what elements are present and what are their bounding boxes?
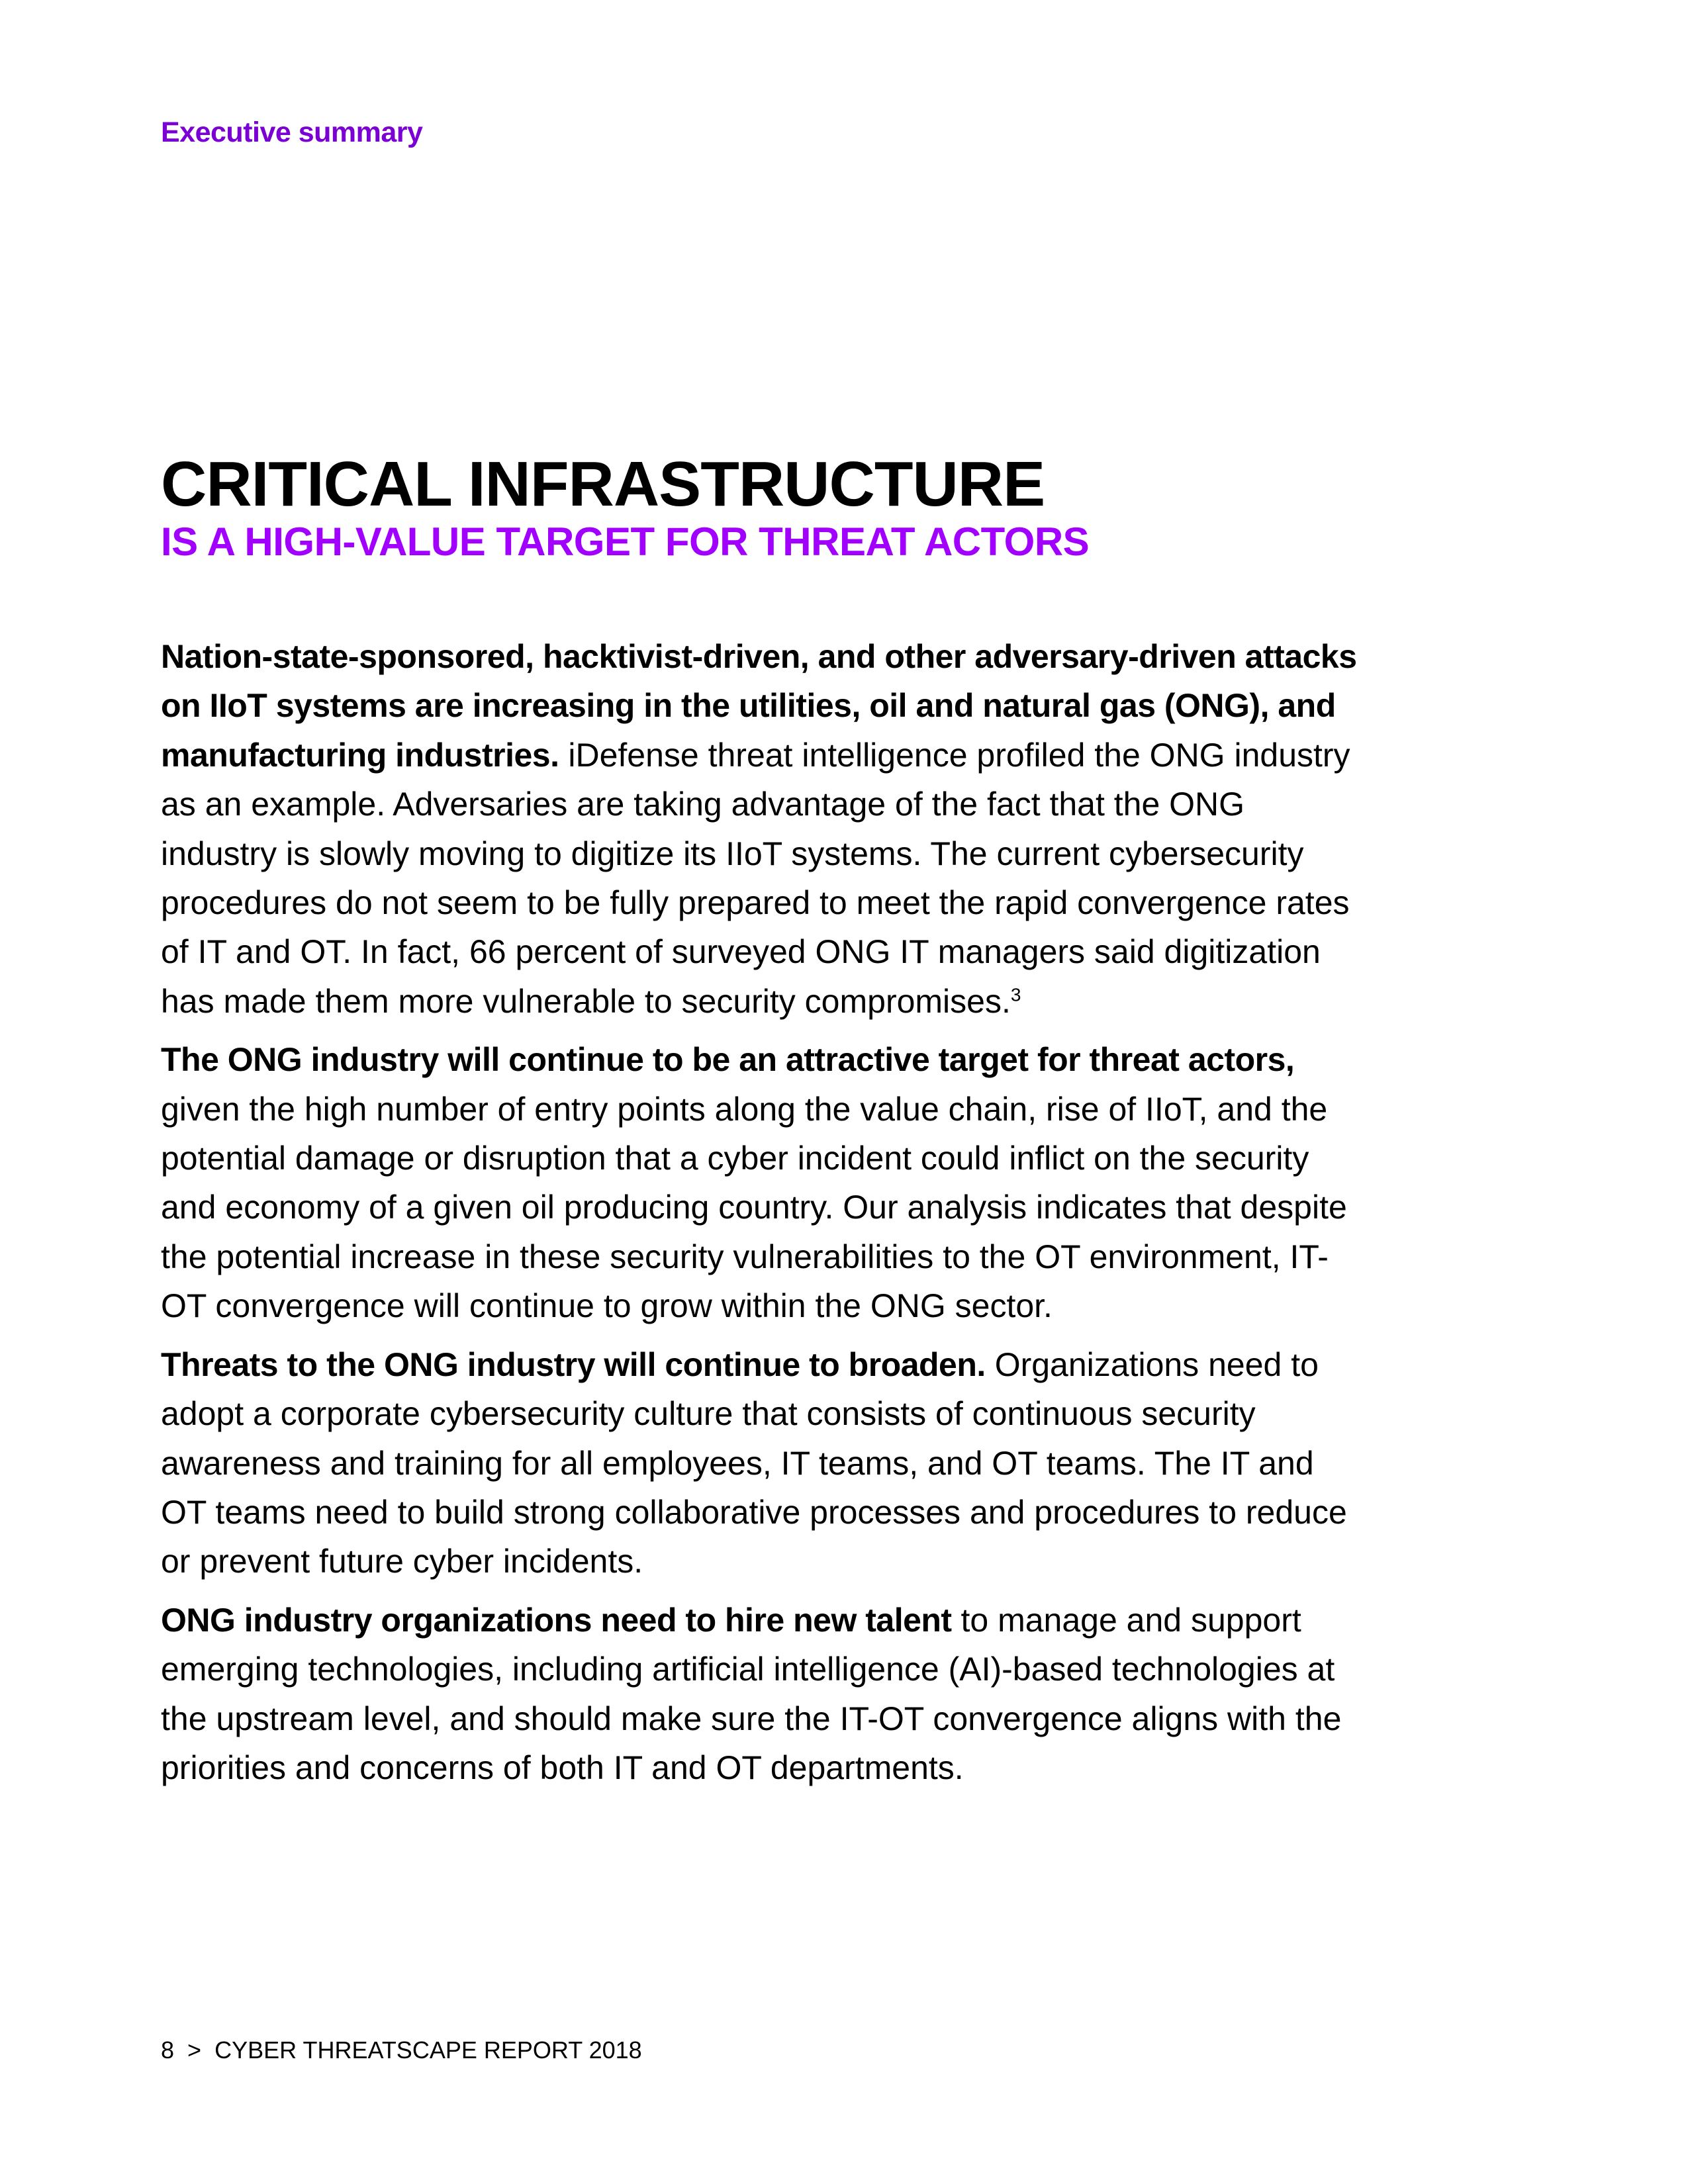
paragraph-1-lead: Nation-state-sponsored, hacktivist-driven, and other adversary-driven attacks on IIoT systems are increasing in the utilities, oil and natural gas (ONG), and manufacturing industries. [161, 638, 1357, 774]
footer-separator: > [187, 2036, 202, 2064]
paragraph-3-text: Organizations need to adopt a corporate cybersecurity culture that consists of continuous security awareness and training for all employees, IT teams, and OT teams. The IT and OT teams need to build strong collaborative processes and procedures to reduce or prevent future cyber incidents. [161, 1345, 1347, 1580]
paragraph-4-text: to manage and support emerging technologies, including artificial intelligence (AI)-based technologies at the upstream level, and should make sure the IT-OT convergence aligns with the priorities and concerns of both IT and OT departments. [161, 1601, 1342, 1786]
paragraph-1 [161, 632, 1366, 1026]
headline-main: CRITICAL INFRASTRUCTURE [161, 449, 1045, 520]
paragraph-3-lead: Threats to the ONG industry will continue to broaden. [161, 1345, 986, 1383]
page-footer [161, 2036, 642, 2064]
paragraph-2-text: given the high number of entry points along the value chain, rise of IIoT, and the potential damage or disruption that a cyber incident could inflict on the security and economy of a given oil producing country. Our analysis indicates that despite the potential increase in these security vulnerabilities to the OT environment, IT-OT convergence will continue to grow within the ONG sector. [161, 1090, 1347, 1325]
headline-sub: IS A HIGH-VALUE TARGET FOR THREAT ACTORS [161, 520, 1090, 564]
paragraph-3 [161, 1340, 1366, 1586]
page-number: 8 [161, 2036, 175, 2064]
paragraph-4-lead: ONG industry organizations need to hire new talent [161, 1601, 952, 1639]
paragraph-2 [161, 1035, 1366, 1330]
section-label: Executive summary [161, 116, 423, 148]
footnote-marker: 3 [1010, 984, 1021, 1005]
body-text [161, 632, 1366, 1801]
headline [161, 450, 1485, 565]
report-title: CYBER THREATSCAPE REPORT 2018 [214, 2036, 642, 2064]
paragraph-4 [161, 1596, 1366, 1793]
paragraph-2-lead: The ONG industry will continue to be an attractive target for threat actors, [161, 1041, 1295, 1079]
paragraph-1-text: iDefense threat intelligence profiled the ONG industry as an example. Adversaries are taking advantage of the fact that the ONG industry is slowly moving to digitize its IIoT systems. The current cybersecurity procedures do not seem to be fully prepared to meet the rapid convergence rates of IT and OT. In fact, 66 percent of surveyed ONG IT managers said digitization has made them more vulnerable to security compromises. [161, 736, 1350, 1020]
